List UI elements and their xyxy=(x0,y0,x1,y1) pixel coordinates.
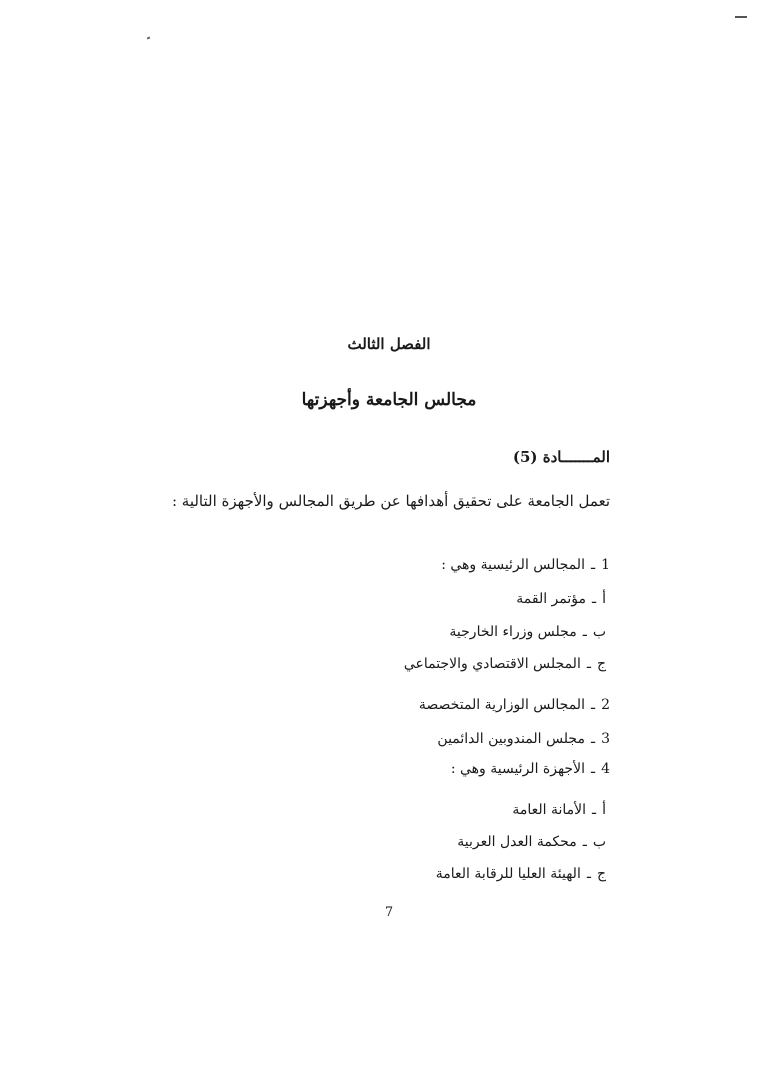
item-text: الأجهزة الرئيسية وهي : xyxy=(450,761,585,777)
list-item xyxy=(451,761,610,777)
item-number: 3 xyxy=(601,731,610,747)
page-number: 7 xyxy=(384,905,394,920)
item-separator: ـ xyxy=(586,866,591,882)
item-number: أ xyxy=(602,802,606,818)
item-number: ب xyxy=(592,834,606,850)
section-title: مجالس الجامعة وأجهزتها xyxy=(301,390,477,410)
item-separator: ـ xyxy=(590,697,596,713)
item-separator: ـ xyxy=(590,557,596,573)
list-item xyxy=(437,731,610,747)
scan-mark xyxy=(735,16,747,18)
item-separator: ـ xyxy=(592,802,597,818)
item-separator: ـ xyxy=(586,656,591,672)
item-text: المجلس الاقتصادي والاجتماعي xyxy=(403,656,581,672)
list-item xyxy=(516,591,606,607)
item-separator: ـ xyxy=(590,731,596,747)
item-number: ج xyxy=(596,656,606,672)
item-text: الهيئة العليا للرقابة العامة xyxy=(435,866,581,882)
list-item xyxy=(404,656,606,672)
item-text: مجلس المندوبين الدائمين xyxy=(437,731,585,747)
item-separator: ـ xyxy=(582,624,587,640)
item-number: 1 xyxy=(601,557,610,573)
item-number: 4 xyxy=(601,761,610,777)
item-number: 2 xyxy=(601,697,610,713)
item-text: الأمانة العامة xyxy=(512,802,586,818)
item-number: أ xyxy=(602,591,606,607)
list-item xyxy=(441,557,610,573)
list-item xyxy=(457,834,606,850)
list-item xyxy=(436,866,606,882)
item-text: محكمة العدل العربية xyxy=(457,834,577,850)
item-separator: ـ xyxy=(582,834,587,850)
article-heading: المـــــــادة (5) xyxy=(512,448,610,466)
item-text: مؤتمر القمة xyxy=(516,591,586,607)
intro-paragraph: تعمل الجامعة على تحقيق أهدافها عن طريق المجالس والأجهزة التالية : xyxy=(171,492,610,510)
item-separator: ـ xyxy=(590,761,596,777)
item-number: ج xyxy=(596,866,606,882)
item-text: مجلس وزراء الخارجية xyxy=(449,624,577,640)
chapter-title: الفصل الثالث xyxy=(347,335,431,353)
item-separator: ـ xyxy=(592,591,597,607)
list-item xyxy=(419,697,610,713)
list-item xyxy=(449,624,606,640)
scan-speck xyxy=(147,37,151,40)
list-item xyxy=(512,802,606,818)
item-text: المجالس الوزارية المتخصصة xyxy=(418,697,585,713)
item-text: المجالس الرئيسية وهي : xyxy=(441,557,585,573)
item-number: ب xyxy=(592,624,606,640)
